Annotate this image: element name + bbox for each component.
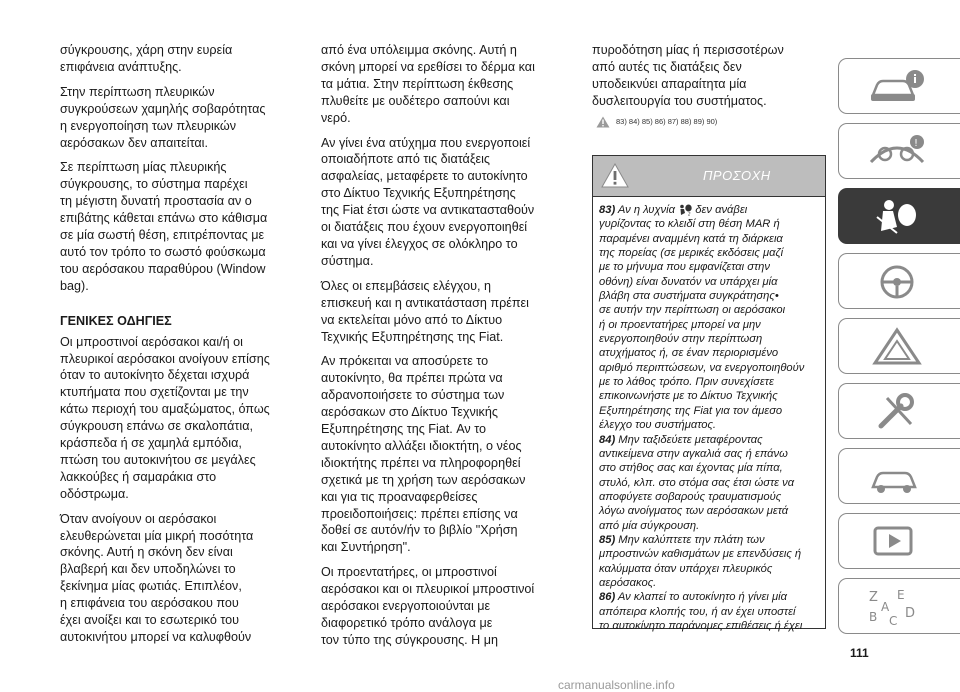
dashboard-icon xyxy=(867,132,927,172)
specs-icon xyxy=(867,457,927,497)
text-column-2 xyxy=(321,42,571,649)
svg-text:D: D xyxy=(905,606,916,621)
svg-text:A: A xyxy=(881,600,890,614)
warning-triangle-icon xyxy=(601,163,629,188)
nav-tab-dashboard[interactable] xyxy=(838,123,960,179)
note-number: 83) xyxy=(599,204,616,216)
paragraph: Όλες οι επεμβάσεις ελέγχου, η επισκευή και η αντικατάσταση πρέπει να εκτελείται μόνο από το Δίκτυο Τεχνικής Εξυπηρέτησης της Fiat. xyxy=(321,278,529,344)
reference-numbers: 83) 84) 85) 86) 87) 88) 89) 90) xyxy=(616,116,718,126)
warning-triangle-icon xyxy=(596,116,610,128)
nav-tab-driving[interactable] xyxy=(838,253,960,309)
warning-title: ΠΡΟΣΟΧΗ xyxy=(703,168,771,183)
section-heading: ΓΕΝΙΚΕΣ ΟΔΗΓΙΕΣ xyxy=(60,313,172,328)
paragraph: Στην περίπτωση πλευρικών συγκρούσεων χαμηλής σοβαρότητας η ενεργοποίηση των πλευρικών αερόσακων δεν απαιτείται. xyxy=(60,84,266,150)
paragraph: από ένα υπόλειμμα σκόνης. Αυτή η σκόνη μπορεί να ερεθίσει το δέρμα και τα μάτια. Στην περίπτωση έκθεσης πλυθείτε με ουδέτερο σαπούνι και νερό. xyxy=(321,43,535,125)
svg-text:!: ! xyxy=(914,138,919,149)
warning-box xyxy=(592,155,826,632)
note-text: Μην ταξιδεύετε μεταφέροντας αντικείμενα στην αγκαλιά σας ή επάνω στο στήθος σας και έχοντας μία πίπα, στυλό, κλπ. στο στόμα σας έτσι ώστε να αποφύγετε σοβαρούς τραυματισμούς λόγω ανοίγματος των αερόσακων μετά από μία σύγκρουση. xyxy=(599,433,795,532)
airbag-seat-icon xyxy=(867,197,927,237)
nav-tab-specs[interactable] xyxy=(838,448,960,504)
index-icon xyxy=(867,587,927,627)
steering-wheel-icon xyxy=(867,262,927,302)
nav-tab-car-info[interactable] xyxy=(838,58,960,114)
paragraph: Σε περίπτωση μίας πλευρικής σύγκρουσης, το σύστημα παρέχει τη μέγιστη δυνατή προστασία αν ο επιβάτης κάθεται επάνω στο κάθισμα σε μία σωστή θέση, επιτρέποντας με αυτό τον τρόπο το σωστό φούσκωμα του αερόσακου παραθύρου (Window bag). xyxy=(60,160,268,293)
nav-tab-index[interactable] xyxy=(838,578,960,634)
text-column-3 xyxy=(592,42,832,141)
note-number: 85) xyxy=(599,533,616,546)
nav-tab-maintenance[interactable] xyxy=(838,383,960,439)
media-icon xyxy=(867,522,927,562)
note-number: 86) xyxy=(599,591,616,604)
svg-text:C: C xyxy=(889,614,898,627)
svg-text:B: B xyxy=(869,610,878,624)
svg-text:Z: Z xyxy=(869,590,878,605)
note-text: Μην καλύπτετε την πλάτη των μπροστινών καθισμάτων με επενδύσεις ή καλύμματα όταν υπάρχει πλευρικός αερόσακος. xyxy=(599,533,802,589)
svg-text:2: 2 xyxy=(688,211,691,217)
note-text: Αν κλαπεί το αυτοκίνητο ή γίνει μία απόπειρα κλοπής του, ή αν έχει υποστεί το αυτοκίνητο παράνομες επιθέσεις ή έχει xyxy=(599,591,803,632)
paragraph: σύγκρουσης, χάρη στην ευρεία επιφάνεια ανάπτυξης. xyxy=(60,43,233,74)
wrench-icon xyxy=(867,392,927,432)
nav-tab-media[interactable] xyxy=(838,513,960,569)
paragraph: Οι μπροστινοί αερόσακοι και/ή οι πλευρικοί αερόσακοι ανοίγουν επίσης όταν το αυτοκίνητο δέχεται ισχυρά κτυπήματα που σχετίζονται με την κάτω περιοχή του αμαξώματος, όπως σύγκρουση επάνω σε σκαλοπάτια, κράσπεδα ή σε χαμηλά εμπόδια, πτώση του αυτοκινήτου σε μεγάλες λακκούβες ή σαμαράκια στο οδόστρωμα. xyxy=(60,334,270,501)
paragraph: Οι προεντατήρες, οι μπροστινοί αερόσακοι και οι πλευρικοί μπροστινοί αερόσακοι ενεργοποιούνται με διαφορετικό τρόπο ανάλογα με τον τύπο της σύγκρουσης. Η μη xyxy=(321,565,535,647)
note-text: Αν η λυχνία xyxy=(615,204,679,216)
nav-tab-emergency[interactable] xyxy=(838,318,960,374)
reference-list xyxy=(596,114,832,131)
warning-body xyxy=(593,197,825,633)
watermark: carmanualsonline.info xyxy=(558,678,675,692)
svg-text:E: E xyxy=(897,588,905,602)
airbag-warning-light-icon xyxy=(678,204,692,216)
text-column-1 xyxy=(60,42,305,646)
nav-tab-safety[interactable] xyxy=(838,188,960,244)
note-text: δεν ανάβει γυρίζοντας το κλειδί στη θέση MAR ή παραμένει αναμμένη κατά τη διάρκεια της πορείας (σε μερικές εκδόσεις μαζί με το μήνυμα που εμφανίζεται στην οθόνη) είναι δυνατόν να υπάρχει μία βλάβη στα συστήματα συγκράτησης• σε αυτήν την περίπτωση οι αερόσακοι ή οι προεντατήρες μπορεί να μην ενεργοποιηθούν στην περίπτωση ατυχήματος ή, σε έναν περιορισμένο αριθμό περιπτώσεων, να ενεργοποιηθούν με το λάθος τρόπο. Πριν συνεχίσετε επικοινωνήστε με το Δίκτυο Τεχνικής Εξυπηρέτησης της Fiat για τον άμεσο έλεγχο του συστήματος. xyxy=(599,204,805,432)
paragraph: Αν γίνει ένα ατύχημα που ενεργοποιεί οποιαδήποτε από τις διατάξεις ασφαλείας, μεταφέρετε το αυτοκίνητο στο Δίκτυο Τεχνικής Εξυπηρέτησης της Fiat έτσι ώστε να αντικατασταθούν οι διατάξεις που έχουν ενεργοποιηθεί και να γίνει έλεγχος σε ολόκληρο το σύστημα. xyxy=(321,135,535,268)
car-info-icon xyxy=(867,67,927,107)
warning-triangle-icon xyxy=(867,327,927,367)
paragraph: Αν πρόκειται να αποσύρετε το αυτοκίνητο, θα πρέπει πρώτα να αδρανοποιήσετε το σύστημα των αερόσακων στο Δίκτυο Τεχνικής Εξυπηρέτησης της Fiat. Αν το αυτοκίνητο αλλάξει ιδιοκτήτη, ο νέος ιδιοκτήτης πρέπει να πληροφορηθεί σχετικά με τη χρήση των αερόσακων και για τις προαναφερθείσες προειδοποιήσεις: πρέπει επίσης να δοθεί σε αυτόν/ήν το βιβλίο "Χρήση και Συντήρηση". xyxy=(321,354,526,555)
note-number: 84) xyxy=(599,433,616,446)
paragraph: πυροδότηση μίας ή περισσοτέρων από αυτές τις διατάξεις δεν υποδεικνύει απαραίτητα μία δυσλειτουργία του συστήματος. xyxy=(592,43,784,108)
warning-header xyxy=(593,156,825,197)
paragraph: Όταν ανοίγουν οι αερόσακοι ελευθερώνεται μία μικρή ποσότητα σκόνης. Αυτή η σκόνη δεν είναι βλαβερή και δεν υποδηλώνει το ξεκίνημα μίας φωτιάς. Επιπλέον, η επιφάνεια του αερόσακου που έχει ανοίξει και το εσωτερικό του αυτοκινήτου μπορεί να καλυφθούν xyxy=(60,511,254,644)
page-number: 111 xyxy=(850,646,869,660)
